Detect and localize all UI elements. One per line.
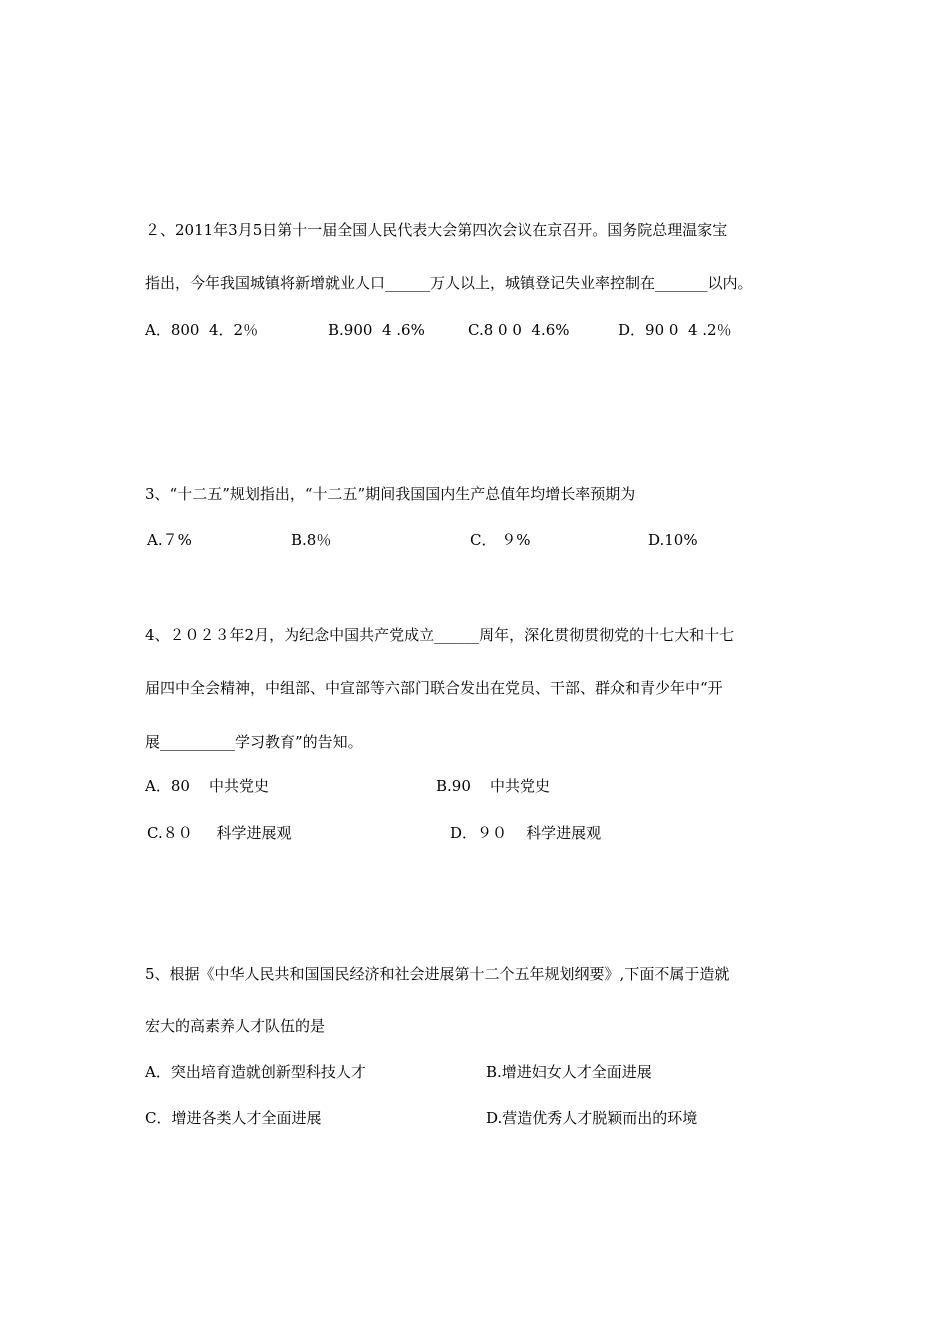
question-4-option-a: A．80 中共党史 [145, 777, 269, 795]
question-5-line-1: 5、根据《中华人民共和国国民经济和社会进展第十二个五年规划纲要》,下面不属于造就 [145, 965, 730, 983]
question-4-option-c: C.８０ 科学进展观 [147, 824, 292, 842]
question-4-line-2: 届四中全会精神，中组部、中宣部等六部门联合发出在党员、干部、群众和青少年中“开 [145, 679, 723, 697]
question-3-option-a: A.７% [147, 531, 192, 549]
question-5-option-d: D.营造优秀人才脱颖而出的环境 [486, 1109, 698, 1127]
question-4-line-1: 4、２０２３年2月，为纪念中国共产党成立______周年，深化贯彻贯彻党的十七大和十七 [145, 626, 735, 644]
question-5-option-c: C．增进各类人才全面进展 [145, 1109, 322, 1127]
question-5-option-a: A．突出培育造就创新型科技人才 [145, 1063, 366, 1081]
question-3-option-d: D.10% [648, 531, 698, 549]
question-4-option-d: D．９０ 科学进展观 [450, 824, 602, 842]
question-2-option-a: A．800 4．2％ [145, 321, 259, 339]
question-4-line-3: 展__________学习教育”的告知。 [145, 733, 363, 751]
question-3-line-1: 3、“十二五”规划指出，“十二五”期间我国国内生产总值年均增长率预期为 [145, 485, 636, 503]
question-2-option-b: B.900 4 .6% [328, 321, 425, 339]
question-4-option-b: B.90 中共党史 [436, 777, 550, 795]
question-3-option-b: B.8％ [291, 531, 332, 549]
question-2-option-c: C.8 0 0 4.6% [468, 321, 570, 339]
question-3-option-c: C． ９% [470, 531, 531, 549]
question-2-line-2: 指出，今年我国城镇将新增就业人口______万人以上，城镇登记失业率控制在_______以内。 [145, 274, 753, 292]
question-2-line-1: ２、2011年3月5日第十一届全国人民代表大会第四次会议在京召开。国务院总理温家宝 [145, 221, 728, 239]
question-5-option-b: B.增进妇女人才全面进展 [486, 1063, 652, 1081]
question-2-option-d: D．90 0 4 .2％ [618, 321, 732, 339]
question-5-line-2: 宏大的高素养人才队伍的是 [145, 1017, 326, 1035]
